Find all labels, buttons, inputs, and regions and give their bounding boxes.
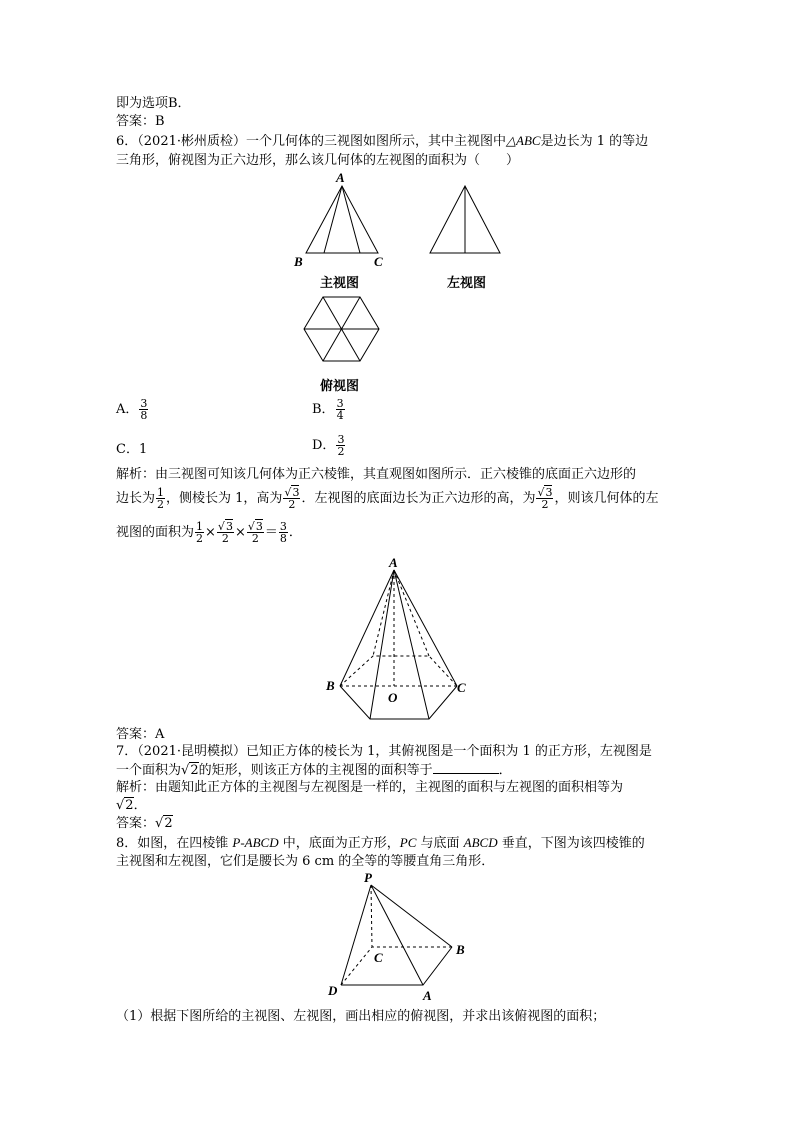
question-7-line2: 一个面积为√2的矩形，则该正方体的主视图的面积等于 ．	[116, 763, 512, 778]
base-front-edges	[341, 947, 452, 985]
solution-7-line1: 解析：由题知此正方体的主视图与左视图是一样的，主视图的面积与左视图的面积相等为	[116, 780, 624, 795]
q6-text-a: 6．（2021·彬州质检）一个几何体的三视图如图所示，其中主视图中	[116, 134, 506, 149]
edge-pd	[341, 885, 371, 985]
fig2-label-o: O	[388, 690, 398, 705]
answer-6: 答案：A	[116, 727, 165, 742]
solution-6-line1: 解析：由三视图可知该几何体为正六棱锥，其直观图如图所示．正六棱锥的底面正六边形的	[116, 467, 637, 482]
option-a: A． $\frac{3}{8}$	[116, 397, 148, 422]
fig3-label-d: D	[328, 983, 338, 998]
fig2-label-a: A	[389, 555, 398, 570]
solution-6-line3: 视图的面积为 $\frac{1}{2}$ × $\frac{√3}{2}$ × $\frac{√3}{2}$ ＝ $\frac{3}{8}$ ．	[116, 520, 302, 545]
frac-1-2: $\frac{1}{2}$	[157, 486, 165, 511]
fig2-label-b: B	[326, 678, 335, 693]
question-8-line2: 主视图和左视图，它们是腰长为 6 cm 的全等的等腰直角三角形．	[116, 854, 495, 869]
caption-main-view: 主视图	[320, 276, 360, 291]
question-7-line1: 7．（2021·昆明模拟）已知正方体的棱长为 1，其俯视图是一个面积为 1 的正方形，左视图是	[116, 744, 652, 759]
caption-top-view: 俯视图	[320, 379, 360, 394]
option-d: D． $\frac{3}{2}$	[312, 433, 345, 458]
fig3-label-c: C	[374, 950, 383, 965]
answer-5: 答案：B	[116, 114, 165, 129]
frac-3-4: $\frac{3}{4}$	[336, 397, 344, 422]
fig3-label-p: P	[364, 870, 372, 885]
text-line-previous: 即为选项B．	[116, 96, 191, 111]
caption-left-view: 左视图	[447, 276, 487, 291]
edge-pc	[371, 885, 372, 947]
fig1-label-c: C	[374, 254, 383, 269]
answer-7: 答案：√2	[116, 816, 173, 831]
frac-sqrt3-2: $\frac{√3}{2}$	[284, 486, 300, 511]
fig3-label-b: B	[456, 942, 465, 957]
solution-6-line2: 边长为 $\frac{1}{2}$ ，侧棱长为 1，高为 $\frac{√3}{2}$ ．左视图的底面边长为正六边形的高，为 $\frac{√3}{2}$ ，则该几何体的左	[116, 486, 659, 511]
fig1-label-a: A	[336, 170, 345, 185]
edge-pa	[371, 885, 423, 985]
fig1-label-b: B	[294, 254, 303, 269]
option-b: B． $\frac{3}{4}$	[312, 397, 344, 422]
option-c: C．1	[116, 442, 148, 457]
fig2-label-c: C	[457, 680, 466, 695]
solution-7-line2: √2．	[116, 798, 147, 813]
q6-triangle-abc: △ABC	[506, 133, 541, 148]
q6-text-b: 是边长为 1 的等边	[540, 134, 649, 149]
base-back-edges	[341, 947, 452, 985]
question-6-line2: 三角形，俯视图为正六边形，那么该几何体的左视图的面积为（ ）	[116, 153, 520, 168]
frac-3-8: $\frac{3}{8}$	[140, 397, 148, 422]
frac-sqrt3-2-b: $\frac{√3}{2}$	[537, 486, 553, 511]
fig3-label-a: A	[423, 988, 432, 1003]
question-8-line1: 8．如图，在四棱锥 P-ABCD 中，底面为正方形，PC 与底面 ABCD 垂直，下图为该四棱锥的	[116, 835, 645, 851]
edge-pb	[371, 885, 452, 947]
question-8-part1: （1）根据下图所给的主视图、左视图，画出相应的俯视图，并求出该俯视图的面积；	[116, 1009, 606, 1024]
frac-3-2: $\frac{3}{2}$	[337, 433, 345, 458]
